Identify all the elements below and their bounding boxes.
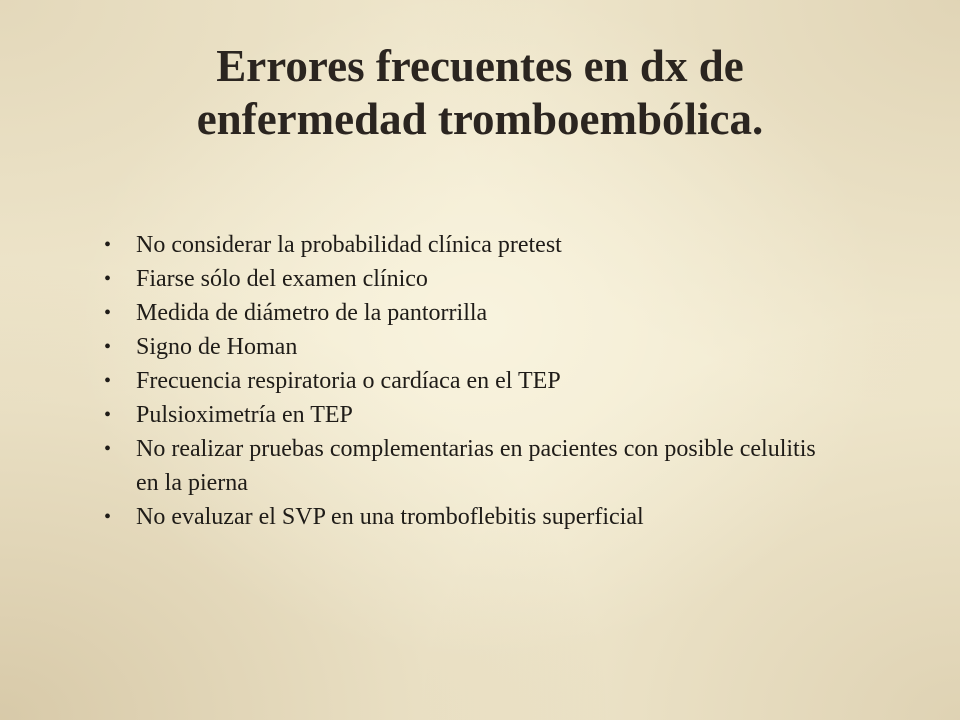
- bullet-point-icon: •: [104, 506, 112, 528]
- bullet-text: No realizar pruebas complementarias en pacientes con posible celulitis en la pierna: [136, 436, 816, 496]
- bullet-point-icon: •: [104, 370, 112, 392]
- bullet-text: Signo de Homan: [136, 334, 298, 360]
- bullet-point-icon: •: [104, 404, 112, 426]
- bullet-item: [104, 432, 844, 500]
- bullet-text: No considerar la probabilidad clínica pretest: [136, 232, 562, 258]
- bullet-text: Medida de diámetro de la pantorrilla: [136, 300, 488, 326]
- bullet-point-icon: •: [104, 268, 112, 290]
- bullet-point-icon: •: [104, 302, 112, 324]
- bullet-point-icon: •: [104, 336, 112, 358]
- bullet-point-icon: •: [104, 438, 112, 460]
- bullet-item: [104, 500, 844, 534]
- bullet-list: [104, 228, 844, 534]
- bullet-item: [104, 262, 844, 296]
- bullet-item: [104, 296, 844, 330]
- bullet-item: [104, 398, 844, 432]
- bullet-text: Fiarse sólo del examen clínico: [136, 266, 428, 292]
- bullet-text: Frecuencia respiratoria o cardíaca en el TEP: [136, 368, 561, 394]
- bullet-item: [104, 364, 844, 398]
- bullet-text: Pulsioximetría en TEP: [136, 402, 353, 428]
- slide-title-line-2: enfermedad tromboembólica.: [196, 94, 764, 144]
- bullet-point-icon: •: [104, 234, 112, 256]
- bullet-item: [104, 330, 844, 364]
- bullet-text: No evaluzar el SVP en una tromboflebitis superficial: [136, 504, 644, 530]
- slide-title-line-1: Errores frecuentes en dx de: [216, 41, 744, 91]
- slide-title: [60, 40, 900, 146]
- bullet-item: [104, 228, 844, 262]
